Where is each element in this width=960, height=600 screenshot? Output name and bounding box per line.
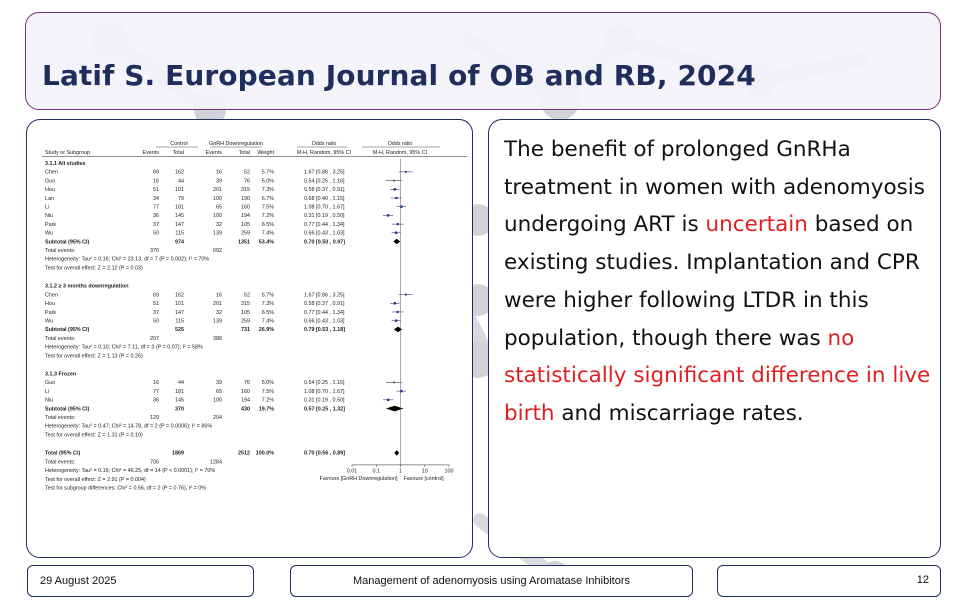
gnrh-events: 32	[216, 309, 222, 316]
header-events: Events	[142, 150, 159, 156]
gnrh-events: 32	[216, 221, 222, 228]
study-point-estimate	[394, 188, 396, 190]
control-total: 115	[175, 230, 184, 237]
study-name: Hou	[45, 187, 55, 194]
study-point-estimate	[395, 197, 397, 199]
study-weight: 6.7%	[261, 195, 274, 202]
control-total: 162	[175, 169, 184, 176]
control-events: 37	[153, 309, 159, 316]
subtotal-weight: 53.4%	[258, 239, 274, 246]
study-odds-ratio: 1.67 [0.86 , 3.25]	[304, 169, 345, 176]
control-events: 34	[153, 195, 159, 202]
control-total: 44	[178, 380, 184, 387]
overall-effect-test: Test for overall effect: Z = 1.13 (P = 0.26)	[45, 353, 143, 360]
control-events: 77	[153, 388, 159, 395]
study-weight: 5.7%	[261, 169, 274, 176]
study-odds-ratio: 0.31 [0.19 , 0.50]	[304, 213, 345, 220]
gnrh-events: 39	[216, 178, 222, 185]
control-total: 145	[175, 213, 184, 220]
summary-panel	[488, 119, 941, 558]
subtotal-label: Subtotal (95% CI)	[45, 327, 90, 334]
gnrh-events: 201	[213, 301, 222, 308]
subtotal-control-total: 525	[175, 327, 184, 334]
gnrh-total: 315	[241, 187, 250, 194]
study-weight: 5.0%	[261, 380, 274, 387]
total-events-control: 706	[150, 459, 159, 466]
study-name: Niu	[45, 397, 54, 404]
study-odds-ratio: 0.68 [0.40 , 1.15]	[304, 195, 345, 202]
study-weight: 5.7%	[261, 292, 274, 299]
study-point-estimate	[397, 311, 399, 313]
study-point-estimate	[395, 319, 397, 321]
total-heterogeneity: Heterogeneity: Tau² = 0.16; Chi² = 46.25, df = 14 (P < 0.0001); I² = 70%	[45, 468, 216, 475]
slide-title: Latif S. European Journal of OB and RB, 2024	[42, 59, 756, 92]
header-mh: M-H, Random, 95% CI	[296, 150, 352, 156]
header-events: Events	[205, 150, 222, 156]
total-weight: 100.0%	[255, 450, 274, 457]
header-total: Total	[238, 150, 250, 156]
gnrh-events: 65	[216, 204, 222, 211]
subgroup-heading: 3.1.3 Frozen	[45, 371, 77, 378]
gnrh-total: 194	[241, 213, 250, 220]
control-events: 36	[153, 397, 159, 404]
study-odds-ratio: 1.08 [0.70 , 1.67]	[304, 204, 345, 211]
subtotal-weight: 26.9%	[258, 327, 274, 334]
gnrh-events: 100	[213, 195, 222, 202]
study-weight: 7.5%	[261, 388, 274, 395]
study-name: Niu	[45, 213, 54, 220]
study-odds-ratio: 0.58 [0.37 , 0.91]	[304, 187, 345, 194]
study-name: Chen	[45, 169, 58, 176]
control-events: 50	[153, 318, 159, 325]
study-name: Wu	[45, 230, 53, 237]
header-weight: Weight	[257, 150, 274, 156]
footer-title-box	[290, 565, 693, 597]
study-point-estimate	[387, 399, 389, 401]
control-events: 51	[153, 187, 159, 194]
gnrh-total: 190	[241, 195, 250, 202]
study-point-estimate	[394, 302, 396, 304]
heterogeneity: Heterogeneity: Tau² = 0.16; Chi² = 23.13, df = 7 (P = 0.002); I² = 70%	[45, 256, 210, 263]
study-weight: 5.0%	[261, 178, 274, 185]
study-odds-ratio: 0.77 [0.44 , 1.34]	[304, 221, 345, 228]
study-name: Chen	[45, 292, 58, 299]
study-name: Lan	[45, 195, 54, 202]
total-overall-effect: Test for overall effect: Z = 2.91 (P = 0.004)	[45, 476, 146, 483]
gnrh-events: 39	[216, 380, 222, 387]
total-events-gnrh: 692	[213, 248, 222, 254]
forest-plot-panel	[26, 119, 473, 558]
gnrh-events: 201	[213, 187, 222, 194]
gnrh-total: 160	[241, 388, 250, 395]
total-events-label: Total events:	[45, 459, 76, 466]
total-diamond	[394, 450, 399, 456]
total-events-gnrh: 204	[213, 415, 222, 422]
gnrh-total: 315	[241, 301, 250, 308]
study-weight: 7.2%	[261, 397, 274, 404]
control-total: 115	[175, 318, 184, 325]
study-odds-ratio: 0.31 [0.19 , 0.50]	[304, 397, 345, 404]
gnrh-total: 194	[241, 397, 250, 404]
summary-part-2: based on existing studies. Implantation and CPR were higher following LTDR in this population, though there was	[504, 212, 920, 351]
study-point-estimate	[395, 232, 397, 234]
subtotal-control-total: 974	[175, 239, 184, 246]
control-events: 51	[153, 301, 159, 308]
footer-title: Management of adenomyosis using Aromatase Inhibitors	[353, 575, 630, 587]
header-mh: M-H, Random, 95% CI	[372, 150, 428, 156]
study-weight: 7.4%	[261, 230, 274, 237]
gnrh-total: 105	[241, 221, 250, 228]
gnrh-total: 160	[241, 204, 250, 211]
x-axis-tick-label: 0.01	[346, 468, 358, 475]
gnrh-total: 76	[244, 380, 250, 387]
study-odds-ratio: 0.54 [0.25 , 1.16]	[304, 380, 345, 387]
control-events: 36	[153, 213, 159, 220]
summary-highlight-uncertain: uncertain	[705, 212, 808, 238]
subtotal-control-total: 370	[175, 406, 184, 413]
study-weight: 7.2%	[261, 213, 274, 220]
gnrh-total: 259	[241, 318, 250, 325]
study-point-estimate	[397, 223, 399, 225]
x-axis-tick-label: 0.1	[372, 468, 380, 475]
control-events: 16	[153, 178, 159, 185]
control-events: 77	[153, 204, 159, 211]
gnrh-events: 139	[213, 230, 222, 237]
study-point-estimate	[393, 180, 395, 182]
total-odds-ratio: 0.70 [0.56 , 0.89]	[304, 450, 346, 457]
subtotal-label: Subtotal (95% CI)	[45, 239, 90, 246]
slide-title-box	[25, 12, 941, 110]
control-total: 181	[175, 204, 184, 211]
gnrh-events: 100	[213, 397, 222, 404]
header-odds-ratio-plot: Odds ratio	[387, 141, 413, 147]
control-total: 147	[175, 309, 184, 316]
total-events-control: 129	[150, 415, 159, 422]
gnrh-total: 52	[244, 292, 250, 299]
forest-plot	[42, 139, 472, 531]
control-total: 147	[175, 221, 184, 228]
summary-highlight-no-difference: no statistically significant difference in live birth	[504, 325, 931, 426]
control-total: 79	[178, 195, 184, 202]
study-name: Park	[45, 221, 57, 228]
study-odds-ratio: 0.77 [0.44 , 1.34]	[304, 309, 345, 316]
gnrh-total: 105	[241, 309, 250, 316]
total-events-label: Total events:	[45, 335, 76, 342]
study-weight: 6.5%	[261, 309, 274, 316]
control-events: 37	[153, 221, 159, 228]
header-study: Study or Subgroup	[45, 150, 90, 156]
control-events: 50	[153, 230, 159, 237]
overall-effect-test: Test for overall effect: Z = 2.12 (P = 0.03)	[45, 265, 143, 272]
header-odds-ratio: Odds ratio	[311, 141, 337, 147]
total-control: 1869	[172, 450, 184, 457]
page-number: 12	[916, 574, 929, 586]
study-name: Hou	[45, 301, 55, 308]
x-axis-tick-label: 10	[421, 468, 428, 475]
subtotal-diamond	[393, 239, 400, 245]
summary-part-3: and miscarriage rates.	[554, 400, 804, 426]
subgroup-heading: 3.1.2 ≥ 3 months downregulation	[45, 283, 129, 290]
summary-text	[504, 131, 934, 433]
subgroup-heading: 3.1.1 All studies	[45, 161, 86, 167]
gnrh-events: 65	[216, 388, 222, 395]
study-weight: 7.3%	[261, 301, 274, 308]
study-name: Guo	[45, 178, 56, 185]
control-total: 162	[175, 292, 184, 299]
subtotal-gnrh-total: 430	[241, 406, 250, 413]
footer-page-box	[717, 565, 941, 597]
total-events-gnrh: 1284	[210, 459, 222, 466]
study-name: Park	[45, 309, 57, 316]
total-events-control: 370	[150, 248, 159, 254]
subtotal-gnrh-total: 1351	[238, 239, 250, 246]
gnrh-total: 259	[241, 230, 250, 237]
total-events-gnrh: 388	[213, 335, 222, 342]
study-name: Li	[45, 388, 50, 395]
subtotal-label: Subtotal (95% CI)	[45, 406, 90, 413]
total-events-label: Total events:	[45, 415, 76, 422]
subtotal-odds-ratio: 0.70 [0.50 , 0.97]	[304, 239, 346, 246]
total-label: Total (95% CI)	[45, 450, 81, 457]
summary-part-1: The benefit of prolonged GnRHa treatment in women with adenomyosis undergoing ART is	[504, 137, 925, 238]
study-name: Li	[45, 204, 50, 211]
subtotal-odds-ratio: 0.57 [0.25 , 1.32]	[304, 406, 346, 413]
study-name: Guo	[45, 380, 56, 387]
study-odds-ratio: 0.66 [0.43 , 1.03]	[304, 230, 345, 237]
total-events-label: Total events:	[45, 248, 76, 254]
subtotal-odds-ratio: 0.79 [0.53 , 1.18]	[304, 327, 346, 334]
x-axis-tick-label: 1	[399, 468, 402, 475]
study-point-estimate	[405, 294, 407, 296]
control-total: 181	[175, 388, 184, 395]
gnrh-events: 139	[213, 318, 222, 325]
footer-date-box	[27, 565, 254, 597]
study-odds-ratio: 0.66 [0.43 , 1.03]	[304, 318, 345, 325]
study-weight: 7.4%	[261, 318, 274, 325]
subtotal-gnrh-total: 731	[241, 327, 250, 334]
control-events: 69	[153, 169, 159, 176]
total-events-control: 207	[150, 335, 159, 342]
study-point-estimate	[393, 382, 395, 384]
heterogeneity: Heterogeneity: Tau² = 0.10; Chi² = 7.11, df = 3 (P = 0.07); I² = 58%	[45, 344, 203, 351]
gnrh-total: 52	[244, 169, 250, 176]
subtotal-diamond	[386, 406, 404, 412]
study-point-estimate	[387, 214, 389, 216]
control-total: 44	[178, 178, 184, 185]
gnrh-total: 76	[244, 178, 250, 185]
overall-effect-test: Test for overall effect: Z = 1.31 (P = 0.19)	[45, 432, 143, 439]
header-gnrh: GnRH Downregulation	[209, 141, 263, 147]
total-gnrh: 2512	[238, 450, 250, 457]
favours-right-label: Favours [control]	[403, 475, 444, 482]
header-total: Total	[172, 150, 184, 156]
study-odds-ratio: 0.54 [0.25 , 1.16]	[304, 178, 345, 185]
heterogeneity: Heterogeneity: Tau² = 0.47; Chi² = 14.78, df = 2 (P = 0.0006); I² = 86%	[45, 423, 213, 430]
control-total: 101	[175, 301, 184, 308]
subgroup-differences-test: Test for subgroup differences: Chi² = 0.56, df = 2 (P = 0.76), I² = 0%	[45, 485, 207, 492]
control-events: 69	[153, 292, 159, 299]
subtotal-diamond	[394, 327, 402, 333]
study-odds-ratio: 0.58 [0.37 , 0.91]	[304, 301, 345, 308]
footer-date: 29 August 2025	[40, 575, 117, 587]
study-weight: 7.3%	[261, 187, 274, 194]
study-odds-ratio: 1.67 [0.86 , 3.25]	[304, 292, 345, 299]
control-total: 145	[175, 397, 184, 404]
study-odds-ratio: 1.08 [0.70 , 1.67]	[304, 388, 345, 395]
gnrh-events: 100	[213, 213, 222, 220]
study-name: Wu	[45, 318, 53, 325]
gnrh-events: 16	[216, 169, 222, 176]
favours-left-label: Favours [GnRH Downregulation]	[319, 475, 398, 482]
gnrh-events: 16	[216, 292, 222, 299]
x-axis-tick-label: 100	[444, 468, 454, 475]
study-weight: 6.5%	[261, 221, 274, 228]
control-total: 101	[175, 187, 184, 194]
control-events: 16	[153, 380, 159, 387]
study-point-estimate	[405, 171, 407, 173]
header-control: Control	[170, 141, 188, 147]
subtotal-weight: 19.7%	[258, 406, 274, 413]
study-weight: 7.5%	[261, 204, 274, 211]
